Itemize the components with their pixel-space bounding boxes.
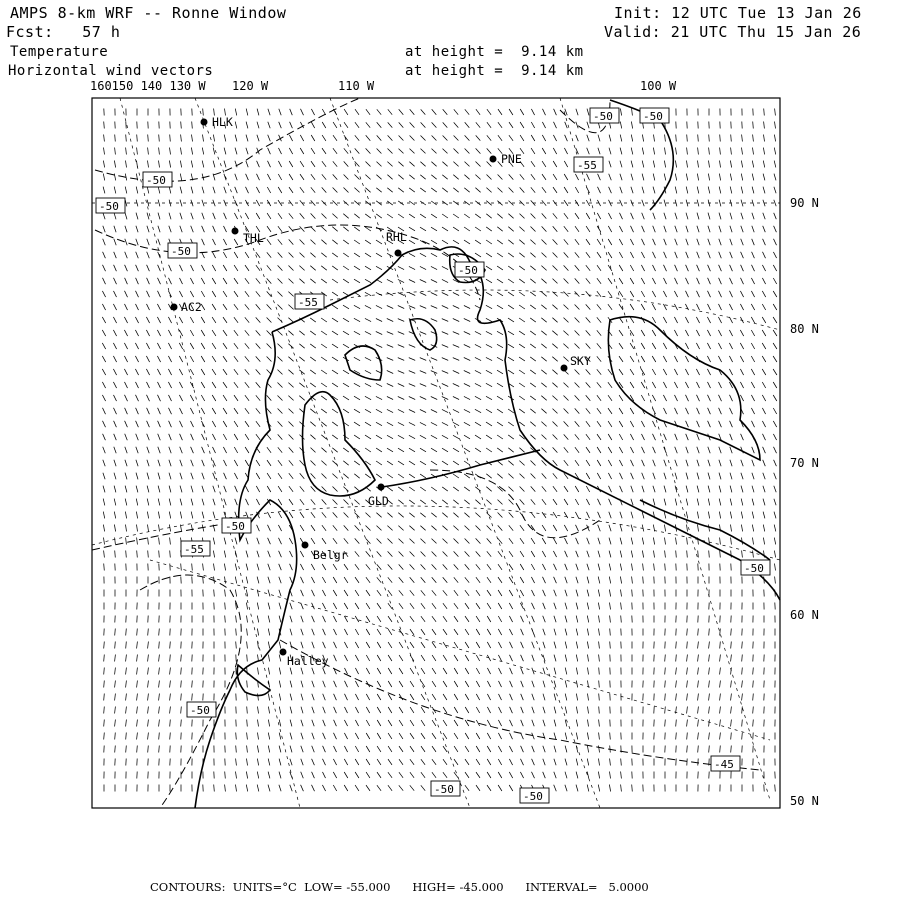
contour-value-label — [520, 788, 549, 803]
svg-text:-50: -50 — [523, 790, 543, 803]
contour-value-label — [431, 781, 460, 796]
svg-text:-50: -50 — [643, 110, 663, 123]
coastline-path — [345, 346, 382, 380]
wind-vector-field — [102, 109, 777, 792]
contour-line — [95, 225, 480, 300]
meridian-line — [195, 98, 470, 808]
contour-value-label — [295, 294, 324, 309]
contour-labels — [96, 108, 770, 803]
station-label: Halley — [287, 654, 329, 668]
svg-text:-55: -55 — [577, 159, 597, 172]
wind-vectors — [102, 109, 777, 792]
field-wind: Horizontal wind vectors — [8, 63, 214, 79]
contour-value-label — [711, 756, 740, 771]
station-label: RHL — [386, 230, 407, 244]
contour-line — [280, 640, 760, 770]
station-dot — [280, 649, 287, 656]
contour-value-label — [187, 702, 216, 717]
station-dot — [232, 228, 239, 235]
latitude-label: 80 N — [790, 322, 819, 336]
init-time: Init: 12 UTC Tue 13 Jan 26 — [614, 4, 862, 22]
latitude-label: 70 N — [790, 456, 819, 470]
height-wind: at height = 9.14 km — [405, 63, 584, 79]
contour-value-label — [590, 108, 619, 123]
parallel-line — [330, 290, 780, 330]
station-label: THL — [243, 231, 264, 245]
contour-value-label — [168, 243, 197, 258]
latitude-label: 50 N — [790, 794, 819, 808]
coastline — [195, 100, 780, 808]
station-label: GLD — [368, 494, 389, 508]
svg-text:-55: -55 — [184, 543, 204, 556]
contour-value-label — [181, 541, 210, 556]
station-dot — [378, 484, 385, 491]
station-label: SKY — [570, 354, 591, 368]
longitude-label: 100 W — [640, 79, 677, 93]
svg-text:-50: -50 — [146, 174, 166, 187]
station-dot — [490, 156, 497, 163]
longitude-label: 120 W — [232, 79, 269, 93]
longitude-label: 160150 140 130 W — [90, 79, 206, 93]
latitude-label: 90 N — [790, 196, 819, 210]
station-label: HLK — [212, 115, 233, 129]
coastline-path — [303, 392, 376, 496]
coastline-path — [272, 247, 780, 600]
parallel-line — [150, 560, 770, 740]
contour-value-label — [640, 108, 669, 123]
station-label: PNE — [501, 152, 522, 166]
forecast-hour: Fcst: 57 h — [6, 23, 121, 41]
svg-text:-50: -50 — [458, 264, 478, 277]
svg-text:-50: -50 — [225, 520, 245, 533]
contour-value-label — [741, 560, 770, 575]
station-dot — [302, 542, 309, 549]
station-label: AC2 — [181, 300, 202, 314]
svg-text:-50: -50 — [744, 562, 764, 575]
meridian-line — [120, 98, 300, 808]
svg-text:-50: -50 — [434, 783, 454, 796]
svg-text:-50: -50 — [593, 110, 613, 123]
station-label: Belgr — [313, 548, 348, 562]
coastline-path — [382, 450, 540, 487]
contour-value-label — [222, 518, 251, 533]
contour-value-label — [455, 262, 484, 277]
station-dot — [561, 365, 568, 372]
contour-value-label — [574, 157, 603, 172]
contour-line — [95, 98, 360, 181]
contour-value-label — [96, 198, 125, 213]
station-dot — [171, 304, 178, 311]
coastline-path — [608, 317, 760, 460]
coastline-path — [640, 500, 770, 560]
svg-text:-55: -55 — [298, 296, 318, 309]
svg-text:-50: -50 — [99, 200, 119, 213]
valid-time: Valid: 21 UTC Thu 15 Jan 26 — [604, 23, 862, 41]
meridian-line — [330, 98, 600, 808]
latitude-labels — [790, 196, 819, 808]
longitude-labels — [90, 79, 677, 93]
station-dot — [395, 250, 402, 257]
svg-text:-50: -50 — [190, 704, 210, 717]
contour-line — [140, 575, 241, 808]
contour-value-label — [143, 172, 172, 187]
field-temperature: Temperature — [10, 44, 109, 60]
height-temperature: at height = 9.14 km — [405, 44, 584, 60]
map-title: AMPS 8-km WRF -- Ronne Window — [10, 4, 287, 22]
svg-text:-45: -45 — [714, 758, 734, 771]
svg-text:-50: -50 — [171, 245, 191, 258]
station-dot — [201, 119, 208, 126]
contour-legend: CONTOURS: UNITS=°C LOW= -55.000 HIGH= -45.000 INTERVAL= 5.0000 — [150, 880, 649, 894]
longitude-label: 110 W — [338, 79, 375, 93]
latitude-label: 60 N — [790, 608, 819, 622]
